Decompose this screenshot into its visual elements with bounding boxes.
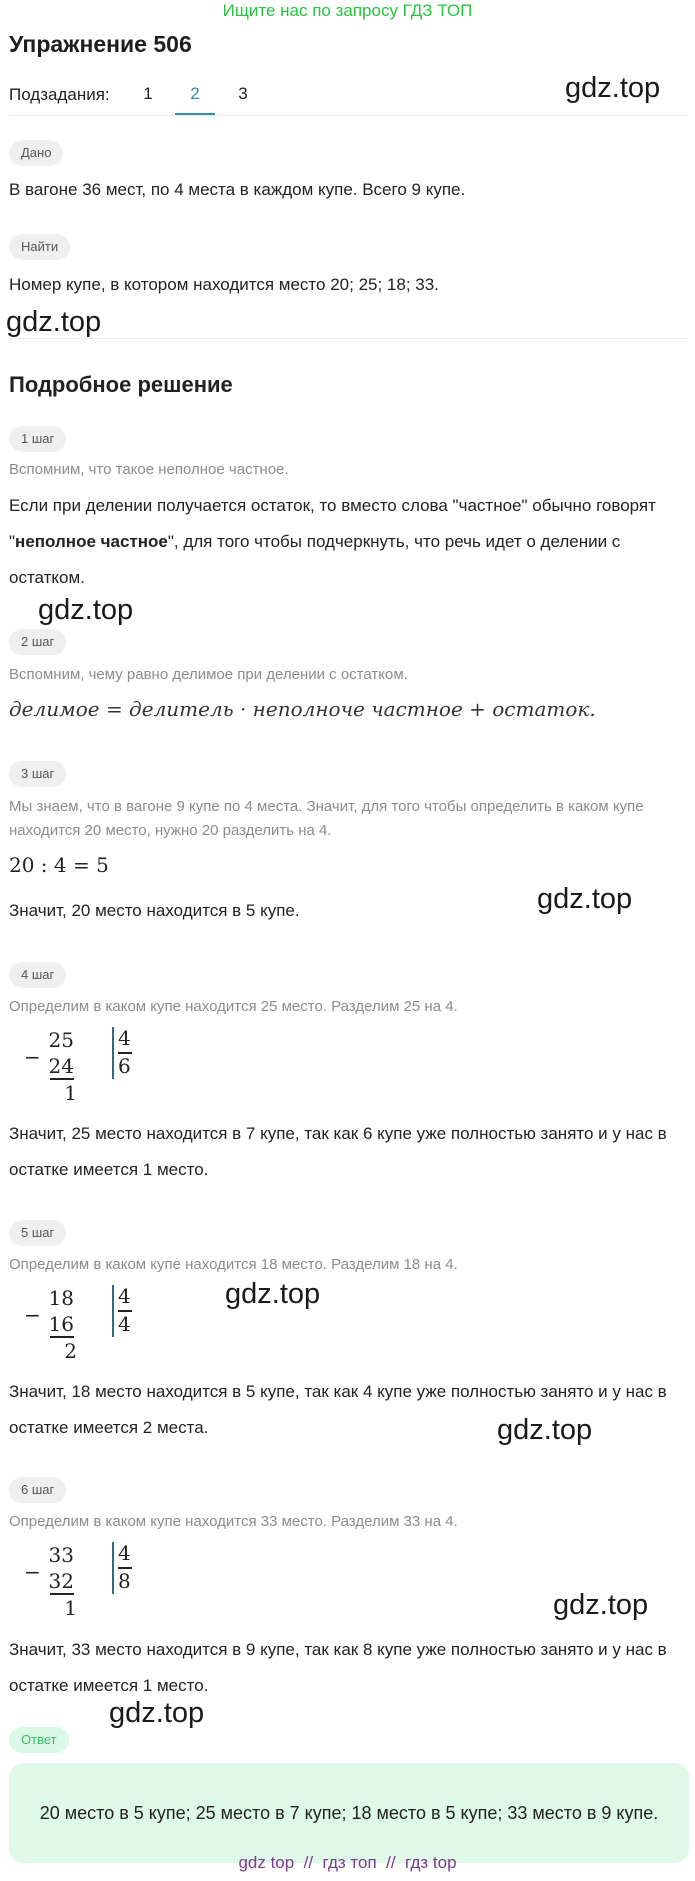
find-chip: Найти [9, 234, 70, 260]
step-5-hint: Определим в каком купе находится 18 место. Разделим 18 на 4. [9, 1256, 458, 1273]
quotient: 4 [118, 1312, 131, 1336]
step-6-chip: 6 шаг [9, 1477, 66, 1503]
remainder: 1 [64, 1081, 77, 1105]
subtrahend: 24 [48, 1054, 74, 1078]
watermark: gdz.top [565, 72, 661, 104]
watermark: gdz.top [537, 883, 633, 915]
step-6-long-division [0, 1540, 200, 1632]
step-2-hint: Вспомним, чему равно делимое при делении с остатком. [9, 666, 408, 683]
given-text: В вагоне 36 мест, по 4 места в каждом купе. Всего 9 купе. [9, 180, 466, 199]
step-5-conclusion: Значит, 18 место находится в 5 купе, так как 4 купе уже полностью занято и у нас в остатке имеется 2 места. [9, 1382, 667, 1437]
search-banner: Ищите нас по запросу ГДЗ ТОП [222, 1, 473, 20]
step-3-equation: 20 : 4 = 5 [9, 853, 109, 877]
watermark: gdz.top [6, 306, 102, 338]
step-5-long-division [0, 1283, 200, 1375]
watermark: gdz.top [38, 594, 134, 626]
dividend: 25 [48, 1028, 74, 1052]
minus-sign: − [24, 1303, 41, 1327]
divisor: 4 [118, 1284, 131, 1308]
dividend: 33 [48, 1543, 74, 1567]
minus-sign: − [24, 1560, 41, 1584]
solution-title: Подробное решение [9, 372, 233, 397]
step-4-chip: 4 шаг [9, 962, 66, 988]
step-1-hint: Вспомним, что такое неполное частное. [9, 461, 289, 478]
page-title: Упражнение 506 [9, 31, 192, 57]
step-1-body [9, 488, 689, 596]
step-6-hint: Определим в каком купе находится 33 место. Разделим 33 на 4. [9, 1513, 458, 1530]
answer-text: 20 место в 5 купе; 25 место в 7 купе; 18 место в 5 купе; 33 место в 9 купе. [39, 1803, 659, 1823]
step-4-long-division [0, 1025, 200, 1117]
step-1-chip: 1 шаг [9, 426, 66, 452]
remainder: 1 [64, 1596, 77, 1620]
dividend: 18 [48, 1286, 74, 1310]
step-1-body-part: Если при делении получается остаток, то вместо слова "частное" обычно говорят " [9, 496, 656, 551]
subtract-line [50, 1078, 74, 1080]
subtract-line [50, 1593, 74, 1595]
subtrahend: 32 [48, 1569, 74, 1593]
quotient: 8 [118, 1569, 131, 1593]
subtasks-label: Подзадания: [9, 85, 110, 104]
footer-text[interactable]: gdz top // гдз топ // гдз top [238, 1853, 457, 1872]
remainder: 2 [64, 1339, 77, 1363]
subtract-line [50, 1336, 74, 1338]
step-2-formula: делимое = делитель · неполноче частное + остаток. [9, 697, 596, 721]
subtrahend: 16 [48, 1312, 74, 1336]
watermark: gdz.top [553, 1589, 649, 1621]
minus-sign: − [24, 1045, 41, 1069]
step-4-conclusion: Значит, 25 место находится в 7 купе, так как 6 купе уже полностью занято и у нас в остатке имеется 1 место. [9, 1124, 667, 1179]
step-3-chip: 3 шаг [9, 761, 66, 787]
watermark: gdz.top [225, 1278, 321, 1310]
subtask-tab-1[interactable]: 1 [143, 84, 153, 103]
step-6-conclusion: Значит, 33 место находится в 9 купе, так как 8 купе уже полностью занято и у нас в остатке имеется 1 место. [9, 1640, 667, 1695]
step-5-chip: 5 шаг [9, 1220, 66, 1246]
answer-chip: Ответ [9, 1727, 69, 1753]
step-4-hint: Определим в каком купе находится 25 место. Разделим 25 на 4. [9, 998, 458, 1015]
step-3-conclusion: Значит, 20 место находится в 5 купе. [9, 901, 300, 920]
quotient: 6 [118, 1054, 131, 1078]
subtask-tab-2[interactable]: 2 [190, 84, 200, 103]
step-2-chip: 2 шаг [9, 629, 66, 655]
divisor: 4 [118, 1541, 131, 1565]
given-chip: Дано [9, 140, 63, 166]
step-1-body-bold: неполное частное [15, 532, 168, 551]
find-text: Номер купе, в котором находится место 20; 25; 18; 33. [9, 275, 439, 294]
step-1-body-part: ", для того чтобы подчеркнуть, что речь идет о делении с остатком. [9, 532, 621, 587]
step-3-hint: Мы знаем, что в вагоне 9 купе по 4 места. Значит, для того чтобы определить в каком купе находится 20 место, нужно 20 разделить на 4. [9, 798, 644, 839]
divider [9, 338, 689, 339]
subtask-tab-3[interactable]: 3 [238, 84, 248, 103]
footer-links [0, 1853, 695, 1873]
watermark: gdz.top [109, 1697, 205, 1729]
divisor: 4 [118, 1026, 131, 1050]
watermark: gdz.top [497, 1414, 593, 1446]
divider [9, 115, 689, 116]
